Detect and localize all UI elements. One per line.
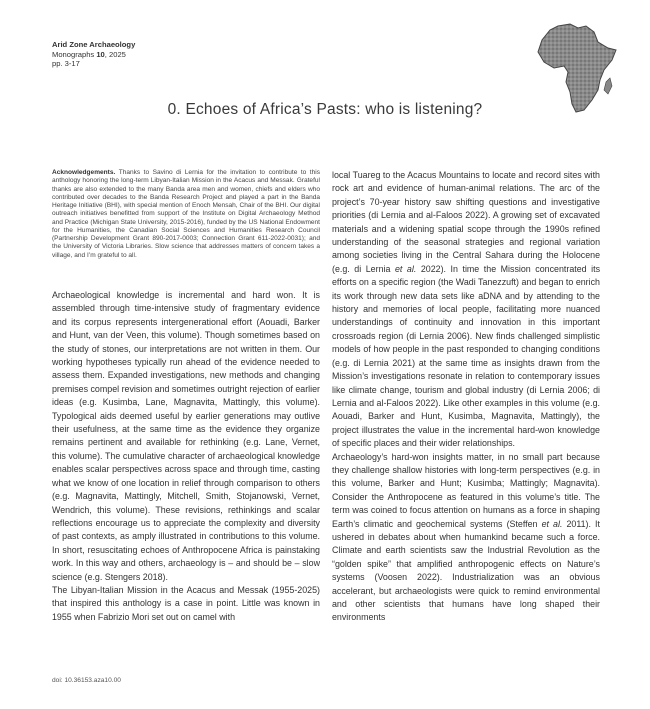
journal-name: Arid Zone Archaeology bbox=[52, 40, 136, 49]
left-column bbox=[52, 289, 320, 624]
doi-footer: doi: 10.36153.aza10.00 bbox=[52, 677, 121, 684]
acknowledgements-text: Thanks to Savino di Lernia for the invitation to contribute to this anthology honoring the long-term Libyan-Italian Mission in the Acacus and Messak. Grateful thanks are also extended to the many Banda area men and women, chiefs and elders who contributed over decades to the Banda Research Project and played a part in the Banda Heritage Initiative (BHI), with special mention of Enoch Mensah, Chair of the BHI. Our digital outreach initiatives benefitted from support of the Institute on Digital Archaeology Method and Practice (Michigan State University, 2015-2016), funded by the US National Endowment for the Humanities, the Canadian Social Sciences and Humanities Research Council (Partnership Development Grant 890-2017-0003; Connection Grant 611-2022-0031); and the University of Victoria Libraries. Slow science that addresses matters of concern takes a village, and I’m grateful to all. bbox=[52, 169, 320, 259]
body-paragraph: Archaeology’s hard-won insights matter, in no small part because they challenge shallow histories with long-term perspectives (e.g. in this volume, Barker and Hunt; Kusimba; Mattingly; Magnavita). Consider the Anthropocene as featured in this volume’s title. The term was coined to focus attention on humans as a force in shaping Earth’s climatic and geochemical systems (Steffen et al. 2011). It ushered in debates about when humankind became such a force. Climate and earth scientists saw the Industrial Revolution as the “golden spike” that amplified anthropogenic effects on Nature’s systems (Voosen 2022). Industrialization was an obvious accelerant, but archaeologists were quick to remind environmental and other scientists that humans have long shaped their environments bbox=[332, 451, 600, 623]
chapter-title: 0. Echoes of Africa’s Pasts: who is listening? bbox=[167, 101, 483, 118]
body-paragraph: The Libyan-Italian Mission in the Acacus and Messak (1955-2025) that inspired this anthology is a case in point. Little was known in 1955 when Fabrizio Mori set out on camel with bbox=[52, 584, 320, 622]
acknowledgements bbox=[52, 169, 320, 260]
body-paragraph: Archaeological knowledge is incremental and hard won. It is assembled through time-intensive study of fragmentary evidence and its corpus represents intergenerational effort (Aouadi, Barker and Hunt, van der Veen, this volume). Though sometimes based on the study of stones, our interpretations are not written in them. Our working hypotheses typically run ahead of the evidence needed to assess them. Expanded investigations, new methods and changing premises compel revision and sometimes outright rejection of earlier ideas (e.g. Kusimba, Lane, Magnavita, Mattingly, this volume). Typological aids deemed useful by earlier generations may outlive their usefulness, at the same time as the evidence they organize remains pertinent and available for rethinking (e.g. Lane, Vernet, this volume). The cumulative character of archaeological knowledge enables scalar perspectives across space and through time, casting what we know of one location in relief through comparison to others (e.g. Magnavita, Mattingly, Mitchell, Smith, Stojanowski, Vernet, Wendrich, this volume). These revisions, rethinkings and scalar reflections encourage us to appreciate the complexity and diversity of past contexts, as amply illustrated in contributions to this volume. In short, resuscitating echoes of Anthropocene Africa is painstaking work. In this way and others, archaeology is – and should be – slow science (e.g. Stengers 2018). bbox=[52, 290, 320, 582]
body-paragraph: local Tuareg to the Acacus Mountains to locate and record sites with rock art and evidence of human-animal relations. The arc of the project’s 70-year history saw shifting questions and investigative priorities (di Lernia and al-Faloos 2022). A growing set of excavated materials and a widening spatial scope through the 1990s refined understanding of the seasonal strategies and regional variation among societies living in the Central Sahara during the Holocene (e.g. di Lernia et al. 2022). In time the Mission concentrated its efforts on a specific region (the Wadi Tanezzuft) and began to enrich its work through new data sets like aDNA and by attending to the history and memories of local people, facilitating more nuanced understandings of continuity and innovation in this important crossroads region (di Lernia 2006). New finds challenged simplistic models of how people in the past responded to changing conditions (e.g. di Lernia 2021) at the same time as insights drawn from the Mission’s investigations resonate in relation to contemporary issues like climate change, tourism and global industry (di Lernia 2006; di Lernia and al-Faloos 2022). Like other examples in this volume (e.g. Aouadi, Barker and Hunt, Kusimba, Magnavita, Mattingly), the project illustrates the value in the incremental hard-won knowledge of specific places and their wider relationships. bbox=[332, 170, 601, 449]
acknowledgements-label: Acknowledgements. bbox=[52, 169, 116, 176]
journal-header bbox=[52, 40, 135, 69]
page-range: pp. 3-17 bbox=[52, 59, 80, 68]
right-column bbox=[332, 169, 600, 625]
journal-volume: Monographs 10, 2025 bbox=[52, 49, 126, 59]
